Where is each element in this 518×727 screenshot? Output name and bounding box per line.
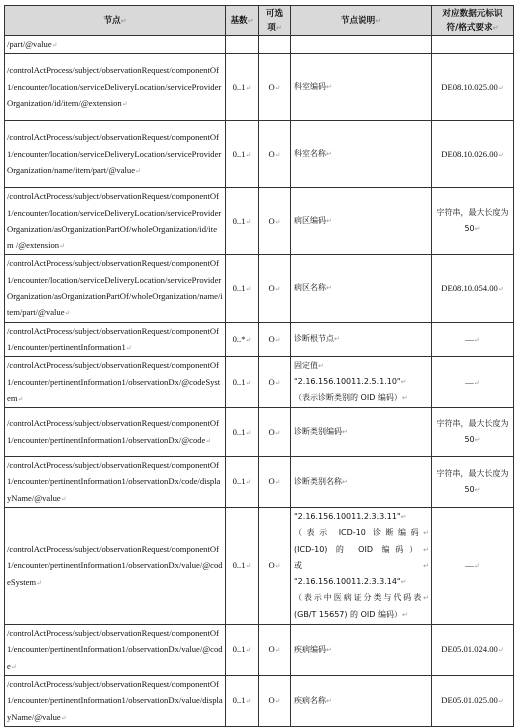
header-path: 节点↵: [5, 6, 226, 36]
optional-cell: O↵: [259, 357, 291, 408]
requirement-cell: DE08.10.054.00↵: [432, 255, 514, 322]
node-path-cell: /controlActProcess/subject/observationRequest/componentOf1/encounter/location/serviceDeliveryLocation/serviceProviderOrganization/asOrganizationPartOf/wholeOrganization/name/item/part/@value↵: [5, 255, 226, 322]
cardinality-cell: 0..1↵: [226, 54, 259, 121]
description-cell: [291, 322, 432, 357]
header-description: 节点说明↵: [291, 6, 432, 36]
description-line: 固定值↵: [294, 360, 324, 370]
description-cell: [291, 508, 432, 625]
table-row: [5, 54, 514, 121]
description-line: 诊断类别编码↵: [294, 427, 348, 436]
optional-cell: O↵: [259, 188, 291, 255]
optional-cell: O↵: [259, 121, 291, 188]
description-cell: [291, 188, 432, 255]
cardinality-cell: 0..1↵: [226, 625, 259, 676]
description-line: "2.16.156.10011.2.3.3.11"↵: [294, 512, 407, 521]
cardinality-cell: 0..1↵: [226, 357, 259, 408]
table-row: [5, 357, 514, 408]
requirement-cell: —↵: [432, 357, 514, 408]
description-line: 科室名称↵: [294, 149, 332, 159]
optional-cell: O↵: [259, 675, 291, 726]
description-line: （表示中医病证分类与代码表↵: [294, 593, 429, 603]
description-line: 病区编码↵: [294, 216, 332, 226]
header-requirement: 对应数据元标识符/格式要求↵: [432, 6, 514, 36]
requirement-cell: —↵: [432, 508, 514, 625]
cardinality-cell: [226, 36, 259, 54]
description-line: (GB/T 15657) 的 OID 编码）↵: [294, 609, 408, 619]
cardinality-cell: 0..*↵: [226, 322, 259, 357]
description-cell: [291, 255, 432, 322]
header-optional: 可选项↵: [259, 6, 291, 36]
node-path-cell: /controlActProcess/subject/observationRequest/componentOf1/encounter/pertinentInformation1/observationDx/@code↵: [5, 408, 226, 457]
description-line: "2.16.156.10011.2.3.3.14"↵: [294, 577, 407, 587]
description-line: 疾病名称↵: [294, 695, 332, 705]
cardinality-cell: 0..1↵: [226, 408, 259, 457]
node-path-cell: /controlActProcess/subject/observationRequest/componentOf1/encounter/pertinentInformation1/observationDx/value/@codeSystem↵: [5, 508, 226, 625]
optional-cell: O↵: [259, 508, 291, 625]
optional-cell: O↵: [259, 625, 291, 676]
optional-cell: O↵: [259, 457, 291, 508]
description-line: 疾病编码↵: [294, 644, 332, 654]
cardinality-cell: 0..1↵: [226, 255, 259, 322]
table-row: [5, 188, 514, 255]
table-row: [5, 408, 514, 457]
requirement-cell: DE08.10.025.00↵: [432, 54, 514, 121]
node-path-cell: /part/@value↵: [5, 36, 226, 54]
table-row: [5, 121, 514, 188]
table-row: [5, 457, 514, 508]
description-line: 或↵: [294, 560, 429, 570]
node-path-cell: /controlActProcess/subject/observationRequest/componentOf1/encounter/pertinentInformation1/observationDx/value/@code↵: [5, 625, 226, 676]
table-row: [5, 322, 514, 357]
node-path-cell: /controlActProcess/subject/observationRequest/componentOf1/encounter/pertinentInformation1↵: [5, 322, 226, 357]
description-cell: [291, 457, 432, 508]
node-path-cell: /controlActProcess/subject/observationRequest/componentOf1/encounter/pertinentInformation1/observationDx/code/displayName/@value↵: [5, 457, 226, 508]
description-line: （表示诊断类别的 OID 编码）↵: [294, 393, 408, 403]
requirement-cell: 字符串，最大长度为 50↵: [432, 408, 514, 457]
node-path-cell: /controlActProcess/subject/observationRequest/componentOf1/encounter/location/serviceDeliveryLocation/serviceProviderOrganization/id/item/@extension↵: [5, 54, 226, 121]
requirement-cell: DE05.01.025.00↵: [432, 675, 514, 726]
node-path-cell: /controlActProcess/subject/observationRequest/componentOf1/encounter/location/serviceDeliveryLocation/serviceProviderOrganization/name/item/part/@value↵: [5, 121, 226, 188]
cardinality-cell: 0..1↵: [226, 457, 259, 508]
optional-cell: O↵: [259, 408, 291, 457]
table-row: [5, 36, 514, 54]
cardinality-cell: 0..1↵: [226, 121, 259, 188]
cardinality-cell: 0..1↵: [226, 675, 259, 726]
table-row: [5, 625, 514, 676]
optional-cell: O↵: [259, 54, 291, 121]
requirement-cell: 字符串，最大长度为 50↵: [432, 188, 514, 255]
requirement-cell: —↵: [432, 322, 514, 357]
optional-cell: [259, 36, 291, 54]
description-line: "2.16.156.10011.2.5.1.10"↵: [294, 377, 407, 387]
description-line: (ICD-10) 的 OID 编码）↵: [294, 544, 429, 554]
header-cardinality: 基数↵: [226, 6, 259, 36]
cardinality-cell: 0..1↵: [226, 188, 259, 255]
node-path-cell: /controlActProcess/subject/observationRequest/componentOf1/encounter/pertinentInformation1/observationDx/value/displayName/@value↵: [5, 675, 226, 726]
spec-table-container: [4, 5, 513, 727]
description-line: 诊断类别名称↵: [294, 476, 348, 486]
description-cell: [291, 408, 432, 457]
requirement-cell: [432, 36, 514, 54]
description-line: 病区名称↵: [294, 283, 332, 293]
optional-cell: O↵: [259, 322, 291, 357]
table-row: [5, 255, 514, 322]
optional-cell: O↵: [259, 255, 291, 322]
description-line: （表示 ICD-10 诊断编码↵: [294, 528, 429, 538]
description-cell: [291, 54, 432, 121]
requirement-cell: DE08.10.026.00↵: [432, 121, 514, 188]
description-cell: [291, 36, 432, 54]
description-cell: [291, 357, 432, 408]
requirement-cell: 字符串，最大长度为 50↵: [432, 457, 514, 508]
description-cell: [291, 121, 432, 188]
requirement-cell: DE05.01.024.00↵: [432, 625, 514, 676]
cardinality-cell: 0..1↵: [226, 508, 259, 625]
node-path-cell: /controlActProcess/subject/observationRequest/componentOf1/encounter/location/serviceDeliveryLocation/serviceProviderOrganization/asOrganizationPartOf/wholeOrganization/id/item /@extension↵: [5, 188, 226, 255]
node-path-cell: /controlActProcess/subject/observationRequest/componentOf1/encounter/pertinentInformation1/observationDx/@codeSystem↵: [5, 357, 226, 408]
table-header-row: [5, 6, 514, 36]
node-spec-table: [4, 5, 514, 727]
description-line: 诊断根节点↵: [294, 334, 340, 344]
description-line: 科室编码↵: [294, 82, 332, 92]
table-row: [5, 508, 514, 625]
description-cell: [291, 625, 432, 676]
